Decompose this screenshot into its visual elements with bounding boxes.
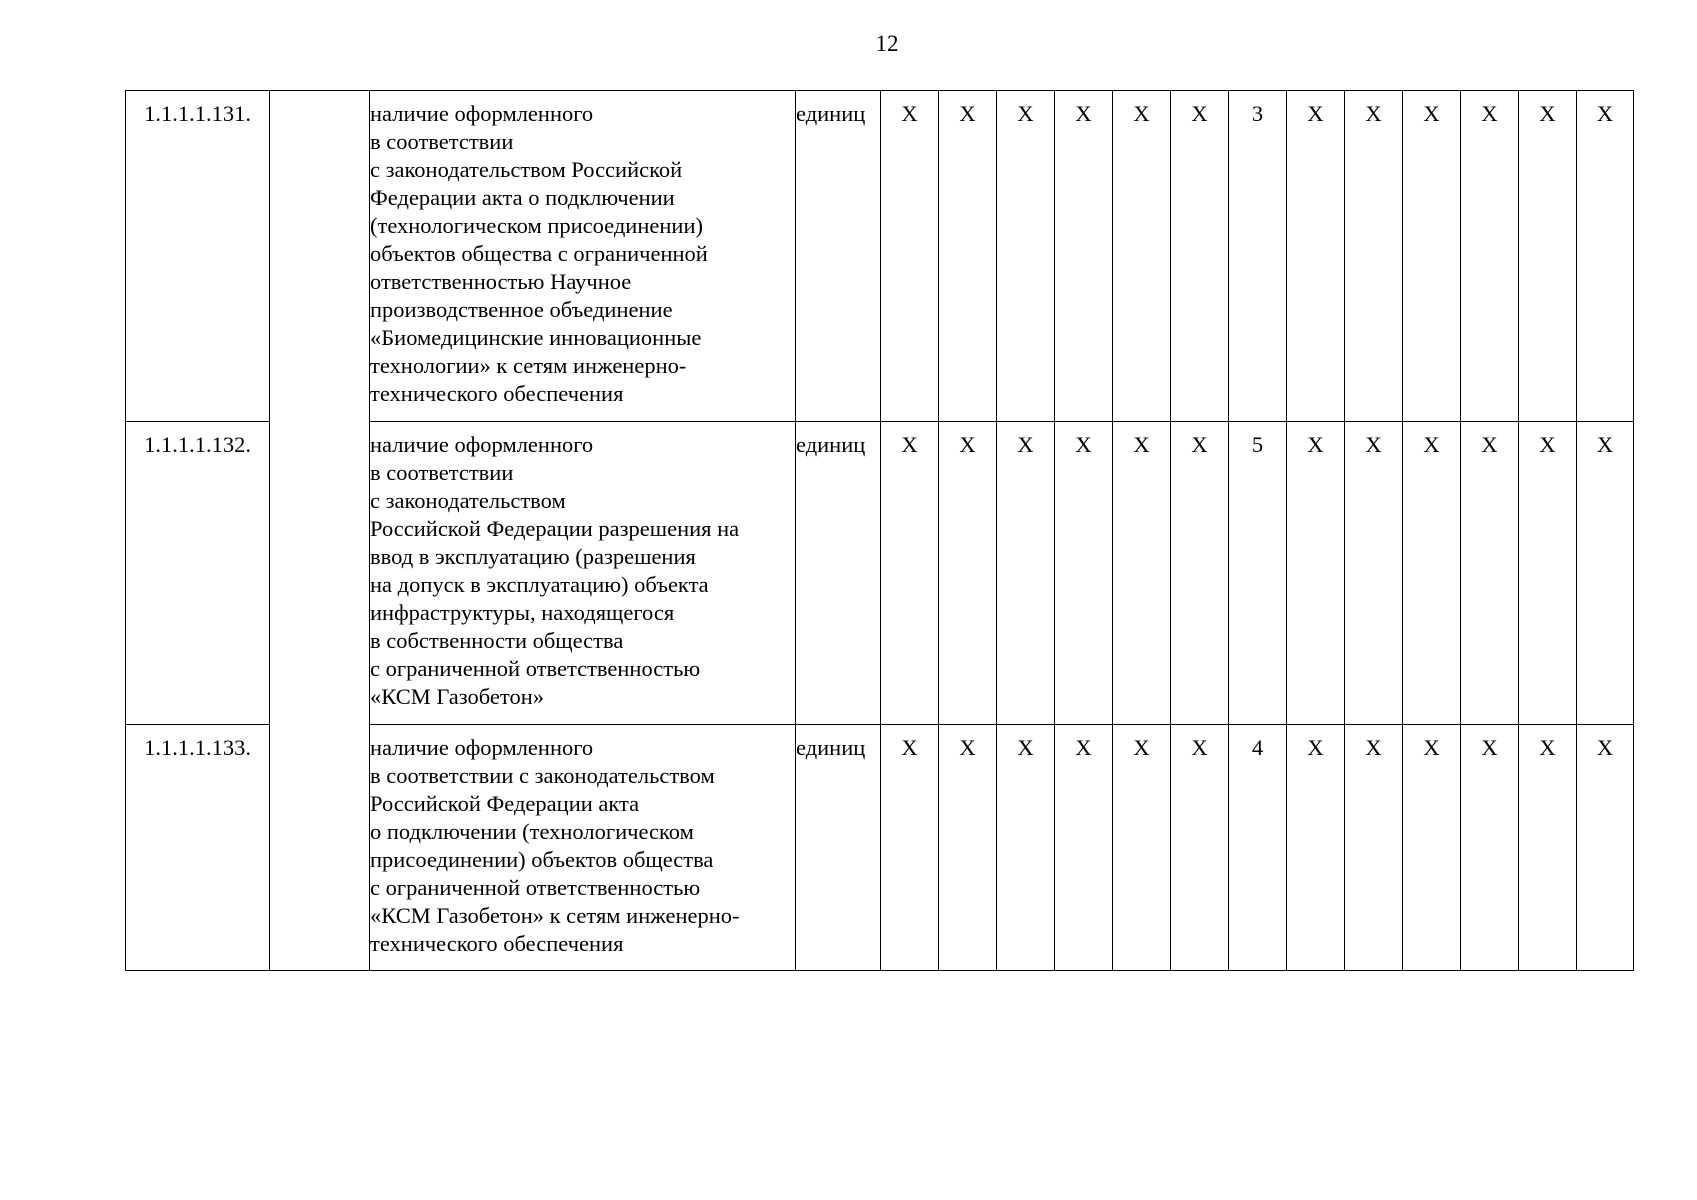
description-line: в соответствии с законодательством bbox=[370, 763, 715, 788]
description-line: инфраструктуры, находящегося bbox=[370, 600, 675, 625]
unit-cell: единиц bbox=[796, 725, 881, 971]
description-line: на допуск в эксплуатацию) объекта bbox=[370, 572, 709, 597]
value-cell: X bbox=[1113, 422, 1171, 725]
table-row bbox=[126, 91, 1634, 422]
unit-cell: единиц bbox=[796, 91, 881, 422]
empty-merged-cell bbox=[270, 91, 370, 971]
value-cell: X bbox=[1403, 91, 1461, 422]
description-line: с ограниченной ответственностью bbox=[370, 656, 701, 681]
value-cell: X bbox=[1519, 725, 1577, 971]
value-cell: 5 bbox=[1229, 422, 1287, 725]
description-line: Российской Федерации разрешения на bbox=[370, 516, 740, 541]
description-line: ответственностью Научное bbox=[370, 269, 632, 294]
description-line: о подключении (технологическом bbox=[370, 819, 694, 844]
value-cell: X bbox=[1287, 91, 1345, 422]
value-cell: X bbox=[939, 91, 997, 422]
description-line: Федерации акта о подключении bbox=[370, 185, 675, 210]
value-cell: X bbox=[1055, 725, 1113, 971]
description-line: «КСМ Газобетон» к сетям инженерно- bbox=[370, 903, 740, 928]
value-cell: X bbox=[1287, 725, 1345, 971]
value-cell: X bbox=[1113, 725, 1171, 971]
description-line: в собственности общества bbox=[370, 628, 624, 653]
value-cell: X bbox=[881, 91, 939, 422]
value-cell: X bbox=[1403, 725, 1461, 971]
description-line: с ограниченной ответственностью bbox=[370, 875, 701, 900]
description-line: с законодательством Российской bbox=[370, 157, 683, 182]
value-cell: X bbox=[1345, 422, 1403, 725]
value-cell: X bbox=[1461, 422, 1519, 725]
description-line: присоединении) объектов общества bbox=[370, 847, 714, 872]
unit-cell: единиц bbox=[796, 422, 881, 725]
value-cell: X bbox=[1577, 422, 1634, 725]
value-cell: X bbox=[1055, 422, 1113, 725]
value-cell: X bbox=[1055, 91, 1113, 422]
description-line: технического обеспечения bbox=[370, 381, 624, 406]
value-cell: X bbox=[1113, 91, 1171, 422]
value-cell: X bbox=[997, 91, 1055, 422]
value-cell: X bbox=[1577, 91, 1634, 422]
value-cell: X bbox=[1519, 422, 1577, 725]
value-cell: X bbox=[1345, 91, 1403, 422]
value-cell: X bbox=[1171, 725, 1229, 971]
value-cell: X bbox=[939, 422, 997, 725]
description-line: в соответствии bbox=[370, 460, 514, 485]
description-line: технического обеспечения bbox=[370, 931, 624, 956]
description-line: с законодательством bbox=[370, 488, 566, 513]
value-cell: X bbox=[1461, 725, 1519, 971]
row-number: 1.1.1.1.131. bbox=[126, 91, 270, 422]
table-body bbox=[126, 91, 1634, 971]
indicator-description bbox=[370, 422, 796, 725]
value-cell: X bbox=[1171, 422, 1229, 725]
indicator-description bbox=[370, 725, 796, 971]
description-line: объектов общества с ограниченной bbox=[370, 241, 708, 266]
description-line: наличие оформленного bbox=[370, 432, 594, 457]
indicators-table bbox=[125, 90, 1634, 971]
description-line: Российской Федерации акта bbox=[370, 791, 640, 816]
value-cell: X bbox=[1171, 91, 1229, 422]
value-cell: X bbox=[1461, 91, 1519, 422]
value-cell: X bbox=[997, 422, 1055, 725]
value-cell: X bbox=[939, 725, 997, 971]
value-cell: X bbox=[881, 725, 939, 971]
page-number: 12 bbox=[875, 31, 899, 56]
value-cell: X bbox=[1519, 91, 1577, 422]
value-cell: X bbox=[1577, 725, 1634, 971]
value-cell: X bbox=[1403, 422, 1461, 725]
description-line: производственное объединение bbox=[370, 297, 673, 322]
row-number: 1.1.1.1.133. bbox=[126, 725, 270, 971]
description-line: «КСМ Газобетон» bbox=[370, 684, 544, 709]
row-number: 1.1.1.1.132. bbox=[126, 422, 270, 725]
description-line: технологии» к сетям инженерно- bbox=[370, 353, 687, 378]
value-cell: X bbox=[881, 422, 939, 725]
indicator-description bbox=[370, 91, 796, 422]
description-line: ввод в эксплуатацию (разрешения bbox=[370, 544, 696, 569]
value-cell: X bbox=[997, 725, 1055, 971]
value-cell: X bbox=[1287, 422, 1345, 725]
description-line: наличие оформленного bbox=[370, 101, 594, 126]
description-line: наличие оформленного bbox=[370, 735, 594, 760]
description-line: (технологическом присоединении) bbox=[370, 213, 703, 238]
value-cell: 4 bbox=[1229, 725, 1287, 971]
description-line: в соответствии bbox=[370, 129, 514, 154]
description-line: «Биомедицинские инновационные bbox=[370, 325, 702, 350]
value-cell: X bbox=[1345, 725, 1403, 971]
value-cell: 3 bbox=[1229, 91, 1287, 422]
